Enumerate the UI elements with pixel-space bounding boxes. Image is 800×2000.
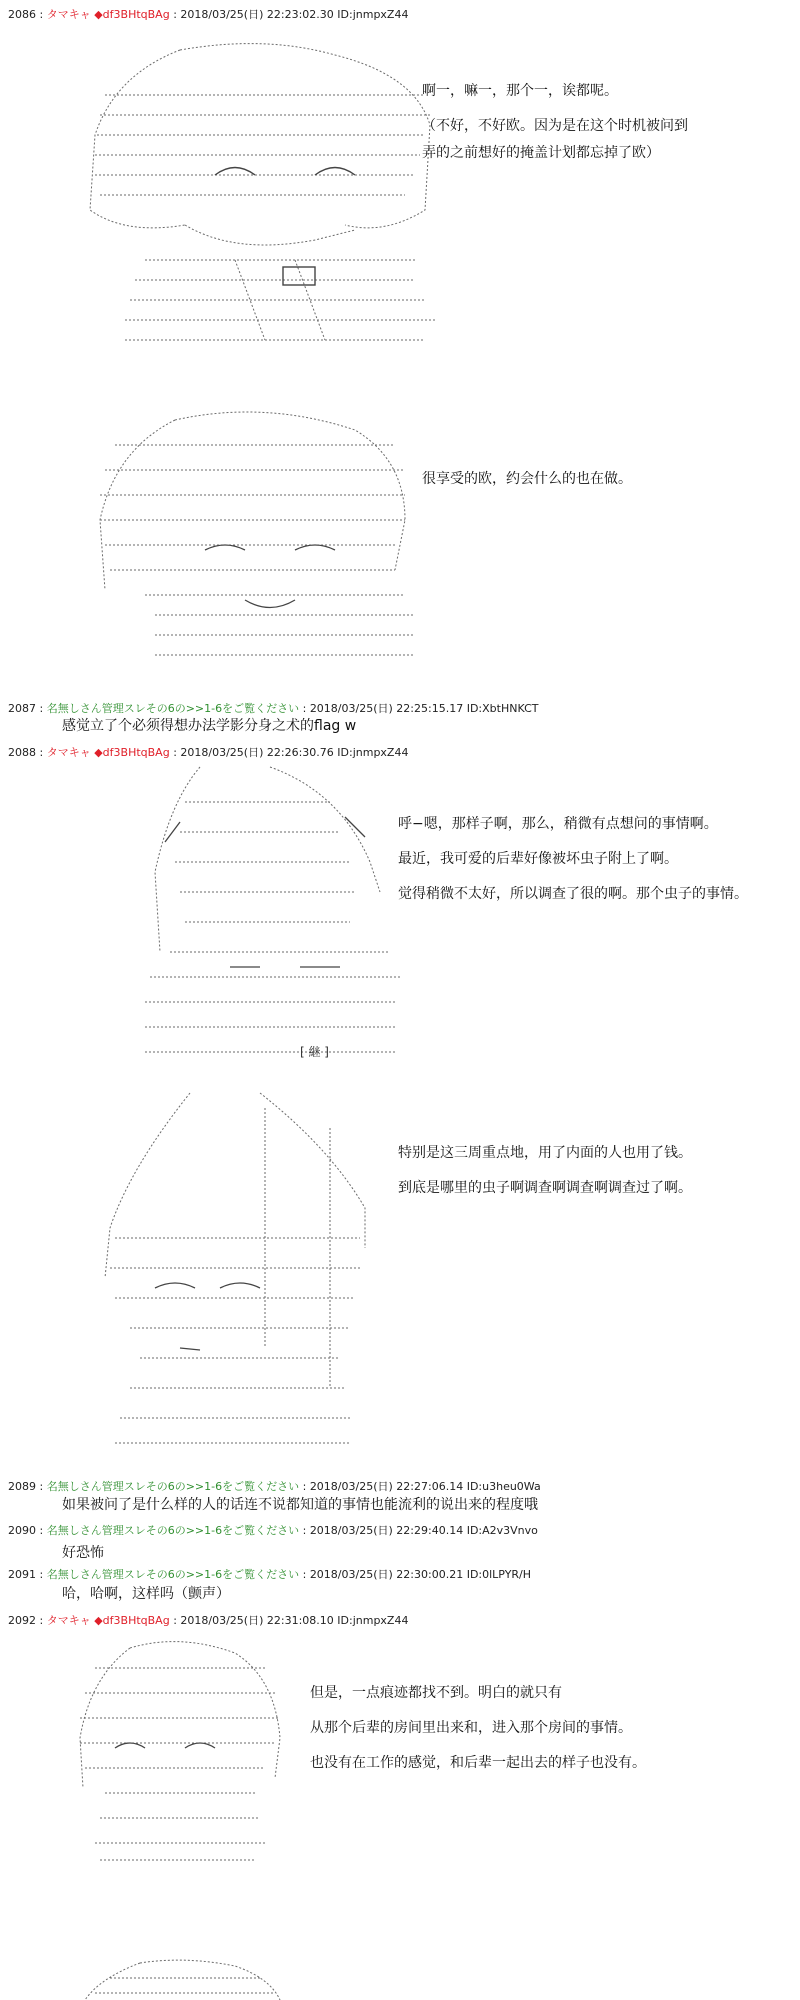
poster-id[interactable]: ID:jnmpxZ44 [337, 8, 409, 21]
aa-drawing [85, 35, 475, 370]
post-timestamp: 2018/03/25(日) 22:25:15.17 [309, 702, 464, 715]
post-number[interactable]: 2092 [8, 1614, 36, 1627]
dialogue-line: 觉得稍微不太好，所以调查了很的啊。那个虫子的事情。 [398, 886, 748, 902]
poster-name: 名無しさん管理スレその6の>>1-6をご覧ください [46, 1480, 300, 1493]
post-header: 2087 : 名無しさん管理スレその6の>>1-6をご覧ください : 2018/03/25(日) 22:25:15.17 ID:XbtHNKCT [8, 702, 539, 715]
post-number[interactable]: 2087 [8, 702, 36, 715]
poster-id[interactable]: ID:u3heu0Wa [466, 1480, 541, 1493]
aa-caption: [ 継 ] [300, 1045, 329, 1059]
dialogue-line: 啊一，嘛一，那个一，诶都呢。 [422, 83, 618, 99]
dialogue-line: 特别是这三周重点地，用了内面的人也用了钱。 [398, 1145, 692, 1161]
ascii-art-character [75, 1638, 285, 1863]
aa-drawing [100, 1088, 375, 1448]
poster-id[interactable]: ID:jnmpxZ44 [337, 746, 409, 759]
aa-drawing [95, 400, 425, 675]
post-number[interactable]: 2090 [8, 1524, 36, 1537]
post-timestamp: 2018/03/25(日) 22:29:40.14 [309, 1524, 464, 1537]
poster-id[interactable]: ID:0lLPYR/H [466, 1568, 532, 1581]
aa-drawing [75, 1638, 285, 1863]
ascii-art-character [95, 400, 425, 675]
post-header: 2089 : 名無しさん管理スレその6の>>1-6をご覧ください : 2018/03/25(日) 22:27:06.14 ID:u3heu0Wa [8, 1480, 541, 1493]
dialogue-line: 很享受的欧，约会什么的也在做。 [422, 471, 632, 487]
dialogue-block [310, 1682, 646, 1787]
post-header: 2092 : タマキャ ◆df3BHtqBAg : 2018/03/25(日) 22:31:08.10 ID:jnmpxZ44 [8, 1614, 409, 1627]
post-number[interactable]: 2088 [8, 746, 36, 759]
dialogue-line: 最近，我可爱的后辈好像被坏虫子附上了啊。 [398, 851, 678, 867]
post-timestamp: 2018/03/25(日) 22:27:06.14 [309, 1480, 464, 1493]
post-header: 2088 : タマキャ ◆df3BHtqBAg : 2018/03/25(日) 22:26:30.76 ID:jnmpxZ44 [8, 746, 409, 759]
poster-id[interactable]: ID:A2v3Vnvo [466, 1524, 538, 1537]
poster-id[interactable]: ID:jnmpxZ44 [337, 1614, 409, 1627]
poster-name: 名無しさん管理スレその6の>>1-6をご覧ください [46, 1568, 300, 1581]
dialogue-line: （不好，不好欧。因为是在这个时机被问到 [422, 118, 688, 134]
dialogue-block [398, 813, 748, 918]
aa-drawing [70, 1958, 300, 2000]
dialogue-line: 也没有在工作的感觉，和后辈一起出去的样子也没有。 [310, 1755, 646, 1771]
post-body: 感觉立了个必须得想办法学影分身之术的flag w [62, 718, 357, 734]
dialogue-block [422, 80, 688, 177]
poster-id[interactable]: ID:XbtHNKCT [466, 702, 539, 715]
post-timestamp: 2018/03/25(日) 22:31:08.10 [180, 1614, 334, 1627]
dialogue-line: 弄的之前想好的掩盖计划都忘掉了欧） [422, 145, 660, 161]
post-timestamp: 2018/03/25(日) 22:30:00.21 [309, 1568, 464, 1581]
ascii-art-character [100, 1088, 375, 1448]
post-header: 2090 : 名無しさん管理スレその6の>>1-6をご覧ください : 2018/03/25(日) 22:29:40.14 ID:A2v3Vnvo [8, 1524, 538, 1537]
poster-trip: ◆df3BHtqBAg [94, 746, 170, 759]
poster-trip: ◆df3BHtqBAg [94, 8, 170, 21]
poster-name: タマキャ [46, 746, 91, 759]
dialogue-line: 呼−嗯，那样子啊，那么，稍微有点想问的事情啊。 [398, 816, 718, 832]
post-timestamp: 2018/03/25(日) 22:26:30.76 [180, 746, 334, 759]
dialogue-block [398, 1142, 692, 1212]
post-number[interactable]: 2089 [8, 1480, 36, 1493]
aa-drawing [140, 762, 410, 1062]
dialogue-line: 到底是哪里的虫子啊调查啊调查啊调查过了啊。 [398, 1180, 692, 1196]
poster-name: 名無しさん管理スレその6の>>1-6をご覧ください [46, 702, 300, 715]
poster-name: タマキャ [46, 1614, 91, 1627]
post-timestamp: 2018/03/25(日) 22:23:02.30 [180, 8, 334, 21]
poster-trip: ◆df3BHtqBAg [94, 1614, 170, 1627]
post-body: 好恐怖 [62, 1545, 104, 1561]
dialogue-block [422, 468, 632, 503]
post-number[interactable]: 2086 [8, 8, 36, 21]
post-body: 如果被问了是什么样的人的话连不说都知道的事情也能流利的说出来的程度哦 [62, 1497, 538, 1513]
ascii-art-character [70, 1958, 300, 2000]
poster-name: 名無しさん管理スレその6の>>1-6をご覧ください [46, 1524, 300, 1537]
post-header: 2086 : タマキャ ◆df3BHtqBAg : 2018/03/25(日) 22:23:02.30 ID:jnmpxZ44 [8, 8, 409, 21]
dialogue-line: 从那个后辈的房间里出来和，进入那个房间的事情。 [310, 1720, 632, 1736]
poster-name: タマキャ [46, 8, 91, 21]
post-body: 哈，哈啊，这样吗（颤声） [62, 1586, 230, 1602]
post-number[interactable]: 2091 [8, 1568, 36, 1581]
post-header: 2091 : 名無しさん管理スレその6の>>1-6をご覧ください : 2018/03/25(日) 22:30:00.21 ID:0lLPYR/H [8, 1568, 532, 1581]
ascii-art-character [140, 762, 410, 1062]
ascii-art-character [85, 35, 475, 370]
dialogue-line: 但是，一点痕迹都找不到。明白的就只有 [310, 1685, 562, 1701]
